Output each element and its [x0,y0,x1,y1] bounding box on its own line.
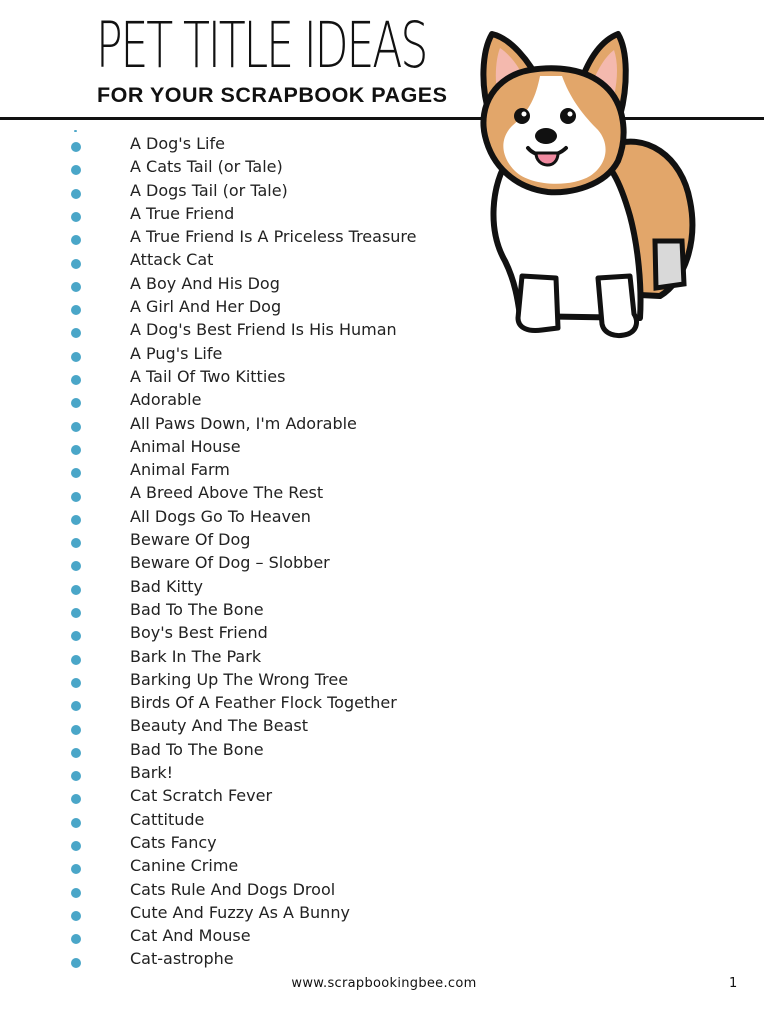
corgi-dog-icon [470,26,700,344]
list-item: Cats Rule And Dogs Drool [130,879,336,899]
bullet-dot [71,934,81,944]
bullet-dot [71,305,81,315]
list-item: Boy's Best Friend [130,623,268,643]
list-item: Beware Of Dog [130,530,251,550]
list-item: Beauty And The Beast [130,716,308,736]
bullet-dot [71,678,81,688]
bullet-dot [71,561,81,571]
bullet-dot [71,375,81,385]
bullet-dot [71,655,81,665]
list-item: Cat And Mouse [130,926,251,946]
bullet-column [71,130,83,970]
list-item: A Breed Above The Rest [130,483,324,503]
bullet-dot [71,748,81,758]
list-item: Bad To The Bone [130,739,264,759]
list-item: All Paws Down, I'm Adorable [130,413,357,433]
bullet-dot [71,585,81,595]
list-item: Animal House [130,436,241,456]
list-item: A Pug's Life [130,343,223,363]
list-item: A Cats Tail (or Tale) [130,157,283,177]
list-item: Cattitude [130,809,205,829]
list-item: Cat-astrophe [130,949,234,969]
list-item: Adorable [130,390,202,410]
bullet-dot [71,725,81,735]
bullet-dot [71,492,81,502]
bullet-dot [71,701,81,711]
list-item: A Boy And His Dog [130,273,280,293]
bullet-dot [71,352,81,362]
list-item: A Dog's Best Friend Is His Human [130,320,397,340]
bullet-dot [71,958,81,968]
bullet-dot [71,422,81,432]
bullet-dot [71,142,81,152]
bullet-dot [71,212,81,222]
list-item: A True Friend [130,203,235,223]
bullet-dot [71,328,81,338]
list-item: Bad Kitty [130,576,203,596]
list-item: Birds Of A Feather Flock Together [130,693,397,713]
list-item: A Dog's Life [130,134,225,153]
bullet-dot [71,631,81,641]
bullet-dot [71,818,81,828]
bullet-dot [71,515,81,525]
list-item: Barking Up The Wrong Tree [130,669,349,689]
list-item: Bad To The Bone [130,599,264,619]
list-item: Bark In The Park [130,646,262,666]
bullet-dot [71,235,81,245]
footer-website: www.scrapbookingbee.com [291,976,477,991]
bullet-dot [71,841,81,851]
list-item: Canine Crime [130,856,239,876]
page-title: PET TITLE IDEAS [96,9,427,82]
bullet-dot [71,165,81,175]
bullet-dot [71,794,81,804]
list-item: A Tail Of Two Kitties [130,366,286,386]
bullet-dot [71,864,81,874]
list-item: Beware Of Dog – Slobber [130,553,330,573]
bullet-dot [71,282,81,292]
bullet-dot [71,189,81,199]
list-item: A Girl And Her Dog [130,297,282,317]
bullet-dot [71,771,81,781]
bullet-dot [71,608,81,618]
bullet-dot [71,538,81,548]
list-item: A True Friend Is A Priceless Treasure [130,227,417,247]
list-item: Cute And Fuzzy As A Bunny [130,902,350,922]
bullet-dot [71,911,81,921]
bullet-dot [71,445,81,455]
bullet-dot [71,468,81,478]
list-item: Attack Cat [130,250,214,270]
list-item: Bark! [130,763,174,783]
bullet-dot [74,130,77,132]
list-item: All Dogs Go To Heaven [130,506,311,526]
page-number: 1 [729,976,738,991]
list-item: A Dogs Tail (or Tale) [130,180,288,200]
bullet-dot [71,398,81,408]
bullet-dot [71,888,81,898]
list-item: Cats Fancy [130,832,217,852]
pet-title-ideas-list [130,132,416,971]
page-subtitle: FOR YOUR SCRAPBOOK PAGES [97,83,448,107]
bullet-dot [71,259,81,269]
list-item: Animal Farm [130,460,230,480]
list-item: Cat Scratch Fever [130,786,273,806]
